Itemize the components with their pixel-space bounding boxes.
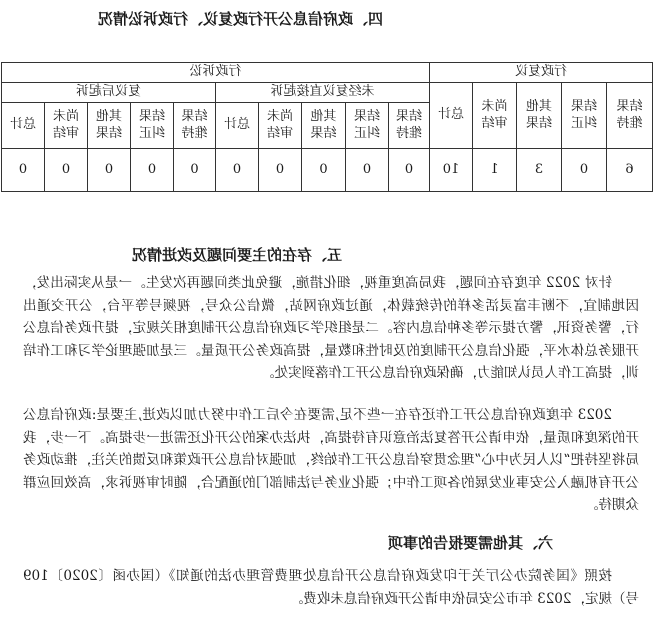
after-value-pending: 0 (44, 149, 87, 192)
direct-suit-header-cell: 未经复议直接起诉 (215, 83, 429, 103)
review-col-other: 其他结果 (517, 83, 562, 149)
review-value-maintained: 6 (607, 149, 653, 192)
review-value-other: 3 (517, 149, 562, 192)
review-col-corrected: 结果纠正 (562, 83, 607, 149)
direct-value-pending: 0 (258, 149, 301, 192)
after-col-pending: 尚未审结 (44, 103, 87, 149)
review-header-cell: 行政复议 (429, 63, 652, 83)
direct-value-other: 0 (301, 149, 345, 192)
review-col-pending: 尚未审结 (473, 83, 517, 149)
section-4-heading: 四、政府信息公开行政复议、行政诉讼情况 (97, 10, 383, 28)
direct-value-corrected: 0 (345, 149, 388, 192)
review-litigation-table (1, 62, 653, 192)
after-review-header-cell: 复议后起诉 (1, 83, 215, 103)
review-value-corrected: 0 (562, 149, 607, 192)
litigation-header-cell: 行政诉讼 (1, 63, 429, 83)
fees-paragraph: 按照《国务院办公厅关于印发政府信息公开信息处理费管理办法的通知》（国办函〔2020〕109 号）规定，2023 年市公安局依申请公开政府信息未收费。 (23, 568, 639, 607)
after-col-maintained: 结果维持 (173, 103, 215, 149)
after-col-corrected: 结果纠正 (130, 103, 173, 149)
review-col-total: 总计 (429, 83, 472, 149)
review-col-maintained: 结果维持 (607, 83, 653, 149)
after-value-maintained: 0 (173, 149, 215, 192)
direct-value-maintained: 0 (388, 149, 429, 192)
direct-col-other: 其他结果 (301, 103, 345, 149)
direct-col-total: 总计 (215, 103, 258, 149)
direct-col-corrected: 结果纠正 (345, 103, 388, 149)
improvement-paragraph: 针对 2022 年度存在问题，我局高度重视，细化措施，避免此类问题再次发生。一是从实际出发，因地制宜，不断丰富灵活多样的传统载体，通过政府网站，微信公众号，视频号等平台，公开交通出行，警务资讯，警方提示等多种信息内容。二是组织学习政府信息公开制度相关规定，提升政务信息公开服务总体水平，强化信息公开制度的及时性和数量，提高政务公开质量。三是加强理论学习和工作培训，提高工作人员认知能力，确保政府信息公开工作落到实处。 (23, 275, 639, 381)
direct-col-maintained: 结果维持 (388, 103, 429, 149)
direct-value-total: 0 (215, 149, 258, 192)
shortcomings-paragraph: 2023 年度政府信息公开工作还存在一些不足,需要在今后工作中努力加以改进,主要是:政府信息公开的深度和质量，依申请公开答复法治意识有待提高，执法办案的公开化还需进一步提高。下一步，我局将坚持把“以人民为中心”理念贯穿信息公开工作始终，加强对信息公开政策和反馈的关注，推动政务公开有机融入公安事业发展的各项工作中；强化业务与法制部门的通配合，随时审视诉求，高效回应群众期待。 (23, 407, 639, 513)
after-value-total: 0 (1, 149, 44, 192)
direct-col-pending: 尚未审结 (258, 103, 301, 149)
after-value-other: 0 (87, 149, 130, 192)
section-5-heading: 五、存在的主要问题及改进情况 (131, 246, 342, 264)
review-value-pending: 1 (473, 149, 517, 192)
after-col-total: 总计 (1, 103, 44, 149)
section-6-heading: 六、其他需要报告的事项 (387, 534, 553, 552)
after-value-corrected: 0 (130, 149, 173, 192)
review-value-total: 10 (429, 149, 472, 192)
after-col-other: 其他结果 (87, 103, 130, 149)
